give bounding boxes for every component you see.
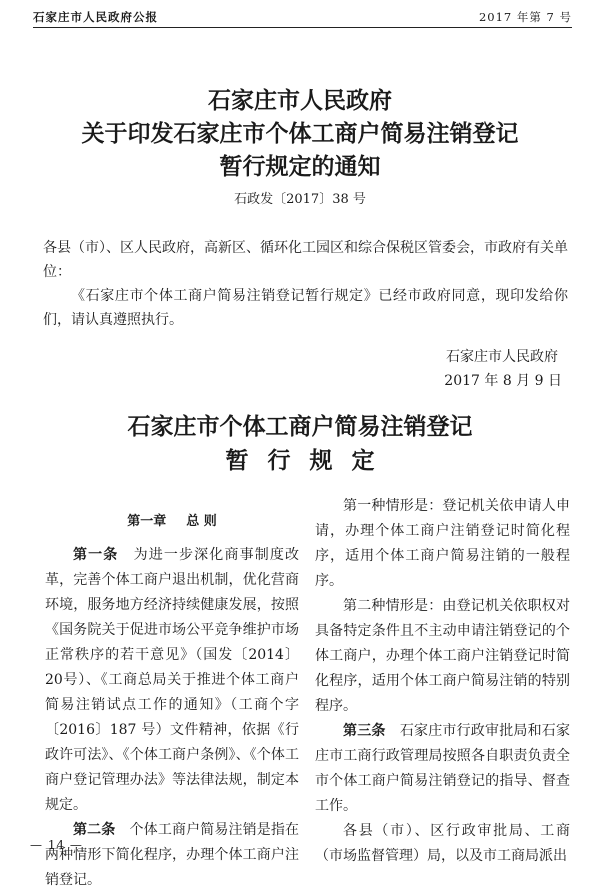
article-1 (45, 543, 299, 818)
regulation-subtitle: 暂行规定 (225, 447, 394, 474)
signature-date: 2017 年 8 月 9 日 (444, 373, 562, 389)
regulation-title (0, 410, 600, 478)
page-header (33, 6, 572, 26)
article-label: 第二条 (73, 822, 116, 838)
recipients: 各县（市）、区人民政府，高新区、循环化工园区和综合保税区管委会，市政府有关单位： (43, 240, 568, 280)
notice-title-line: 石家庄市人民政府 (208, 87, 392, 114)
article-3 (315, 719, 570, 819)
notice-title-line: 暂行规定的通知 (219, 153, 381, 180)
chapter-title: 总 则 (186, 514, 217, 529)
case-paragraph: 第二种情形是：由登记机关依职权对具备特定条件且不主动申请注销登记的个体工商户，办理个体工商户注销登记时简化程序，适用个体工商户简易注销的特别程序。 (315, 598, 570, 714)
notice-body: 《石家庄市个体工商户简易注销登记暂行规定》已经市政府同意，现印发给你们，请认真遵照执行。 (43, 288, 568, 328)
publication-name: 石家庄市人民政府公报 (33, 10, 158, 24)
article-label: 第三条 (343, 723, 386, 739)
article-text: 个体工商户简易注销是指在两种情形下简化程序，办理个体工商户注销登记。 (45, 822, 300, 888)
article-2 (45, 818, 299, 893)
chapter-label: 第一章 (127, 514, 167, 529)
case-paragraph: 第一种情形是：登记机关依申请人申请，办理个体工商户注销登记时简化程序，适用个体工商户简易注销的一般程序。 (315, 498, 570, 589)
header-divider (33, 27, 572, 28)
issue-number: 2017 年第 7 号 (478, 10, 572, 24)
article-3-continuation: 各县（市）、区行政审批局、工商（市场监督管理）局，以及市工商局派出 (315, 823, 570, 864)
left-column (45, 494, 299, 893)
regulation-title-line: 石家庄市个体工商户简易注销登记 (127, 413, 473, 440)
notice-title-line: 关于印发石家庄市个体工商户简易注销登记 (81, 120, 519, 147)
chapter-heading (45, 512, 299, 532)
article-text: 为进一步深化商事制度改革，完善个体工商户退出机制，优化营商环境，服务地方经济持续健康发展，按照《国务院关于促进市场公平竞争维护市场正常秩序的若干意见》（国发〔2014〕20号）、《工商总局关于推进个体工商户简易注销试点工作的通知》（工商个字〔2016〕187 号）文件精神，依据《行政许可法》、《个体工商户条例》、《个体工商户登记管理办法》等法律法规，制定本规定。 (45, 547, 300, 813)
right-column (315, 494, 570, 869)
document-number: 石政发〔2017〕38 号 (234, 192, 366, 207)
page-number: — 14 — (30, 838, 83, 852)
article-label: 第一条 (73, 547, 119, 563)
article-text: 石家庄市行政审批局和石家庄市工商行政管理局按照各自职责负责全市个体工商户简易注销登记的指导、督查工作。 (315, 723, 571, 814)
notice-title (0, 84, 600, 183)
signature-organization: 石家庄市人民政府 (446, 349, 558, 365)
